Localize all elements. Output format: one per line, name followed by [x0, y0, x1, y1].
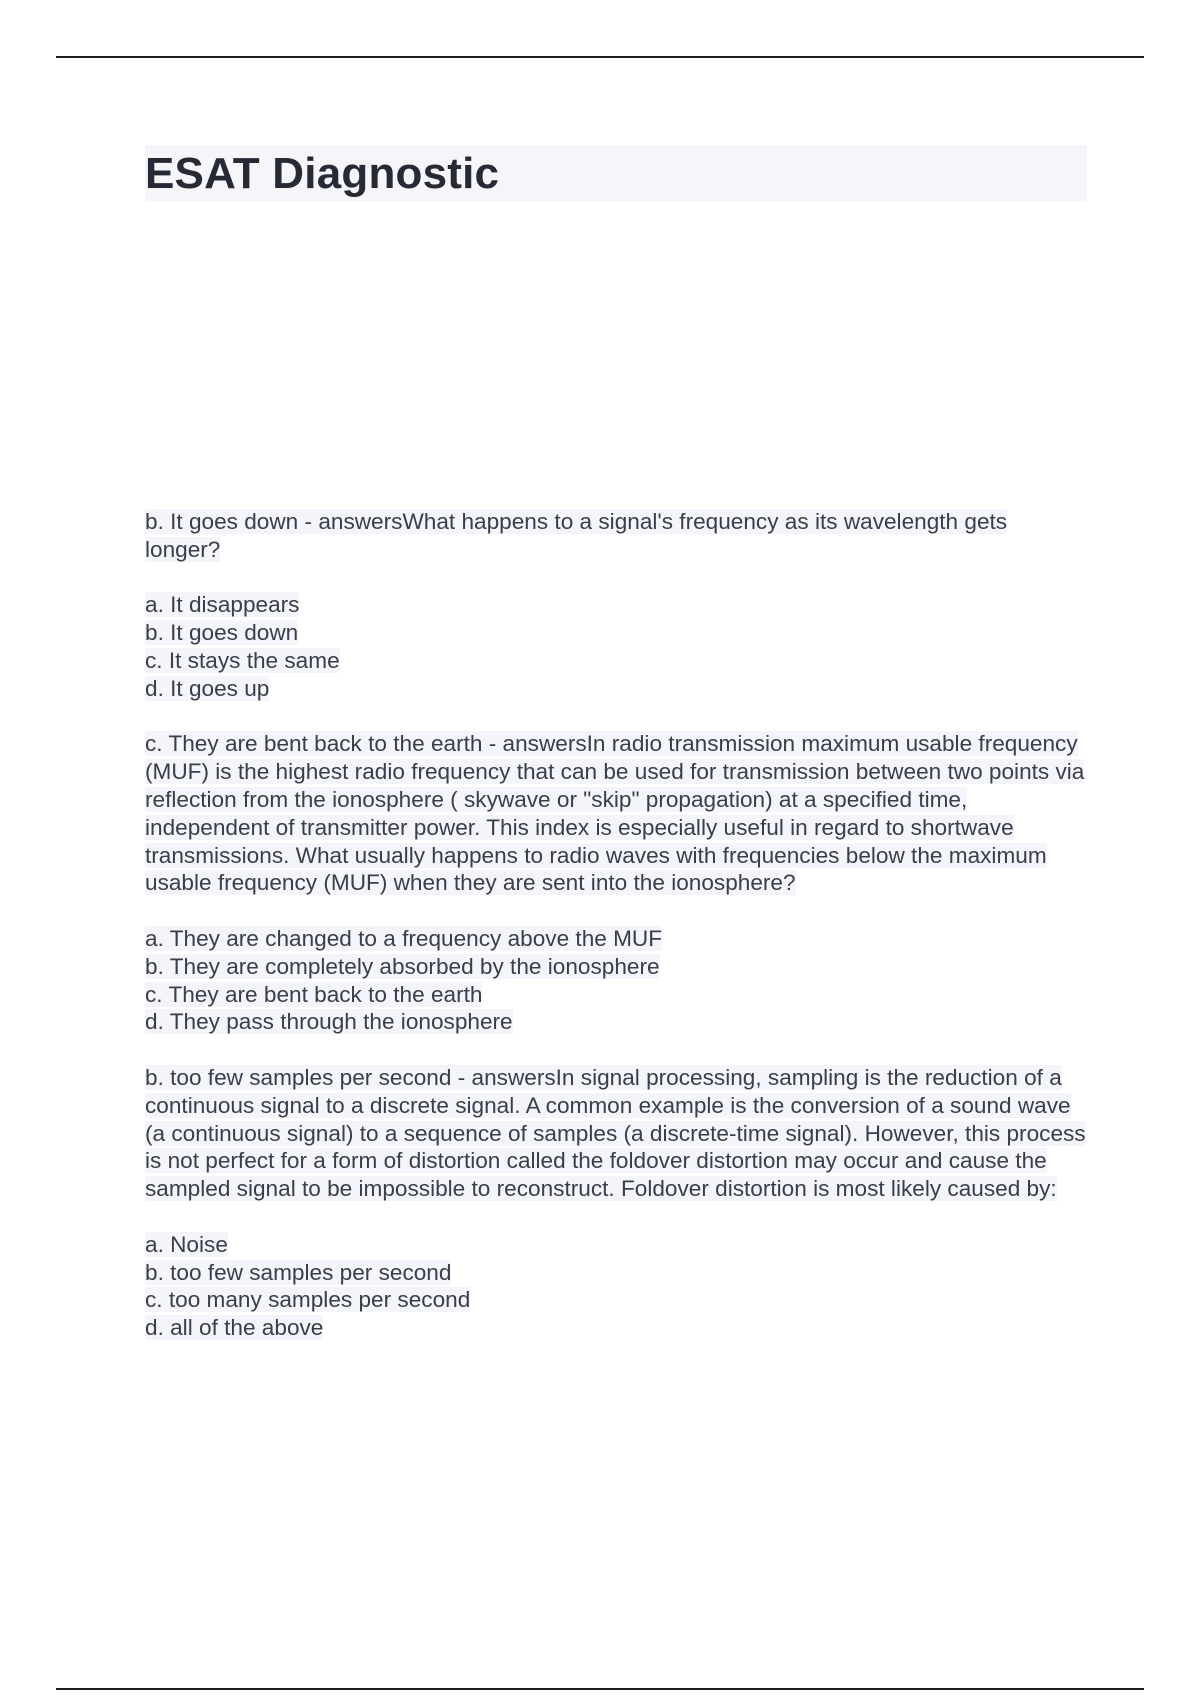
- title-banner: [145, 145, 1087, 202]
- answer-option: [145, 1314, 1087, 1342]
- answer-options: [145, 1231, 1087, 1342]
- answer-option-text: d. It goes up: [145, 675, 270, 701]
- answer-option: [145, 981, 1087, 1009]
- answer-options: [145, 591, 1087, 702]
- answer-option-text: b. It goes down: [145, 620, 299, 646]
- answer-option-text: a. It disappears: [145, 592, 300, 618]
- answer-option: [145, 675, 1087, 703]
- answer-option-text: c. too many samples per second: [145, 1287, 471, 1313]
- question-stem: [145, 730, 1087, 897]
- answer-option: [145, 925, 1087, 953]
- answer-option-text: d. They pass through the ionosphere: [145, 1009, 513, 1035]
- answer-option-text: c. It stays the same: [145, 647, 340, 673]
- question-block-2: [145, 730, 1087, 1036]
- answer-option: [145, 1231, 1087, 1259]
- answer-option-text: b. They are completely absorbed by the ionosphere: [145, 953, 660, 979]
- answer-option: [145, 1259, 1087, 1287]
- question-block-3: [145, 1064, 1087, 1342]
- question-list: [145, 508, 1087, 1370]
- question-block-1: [145, 508, 1087, 703]
- answer-option-text: c. They are bent back to the earth: [145, 981, 483, 1007]
- answer-option-text: d. all of the above: [145, 1315, 324, 1341]
- answer-option: [145, 1286, 1087, 1314]
- question-stem-text: b. It goes down - answersWhat happens to a signal's frequency as its wavelength gets longer?: [145, 509, 1008, 562]
- question-stem-text: c. They are bent back to the earth - answersIn radio transmission maximum usable frequency (MUF) is the highest radio frequency that can be used for transmission between two points via reflection from the ionosphere ( skywave or "skip" propagation) at a specified time, independent of transmitter power. This index is especially useful in regard to shortwave transmissions. What usually happens to radio waves with frequencies below the maximum usable frequency (MUF) when they are sent into the ionosphere?: [145, 731, 1085, 896]
- top-rule: [56, 56, 1144, 58]
- bottom-rule: [56, 1688, 1144, 1690]
- answer-option: [145, 647, 1087, 675]
- question-stem: [145, 1064, 1087, 1203]
- document-title: ESAT Diagnostic: [145, 149, 500, 198]
- answer-option-text: a. Noise: [145, 1231, 228, 1257]
- answer-option-text: b. too few samples per second: [145, 1259, 452, 1285]
- question-stem: [145, 508, 1087, 564]
- answer-option: [145, 1008, 1087, 1036]
- answer-option: [145, 619, 1087, 647]
- question-stem-text: b. too few samples per second - answersIn signal processing, sampling is the reduction of a continuous signal to a discrete signal. A common example is the conversion of a sound wave (a continuous signal) to a sequence of samples (a discrete-time signal). However, this process is not perfect for a form of distortion called the foldover distortion may occur and cause the sampled signal to be impossible to reconstruct. Foldover distortion is most likely caused by:: [145, 1064, 1086, 1202]
- answer-option-text: a. They are changed to a frequency above the MUF: [145, 925, 663, 951]
- answer-option: [145, 953, 1087, 981]
- answer-options: [145, 925, 1087, 1036]
- answer-option: [145, 591, 1087, 619]
